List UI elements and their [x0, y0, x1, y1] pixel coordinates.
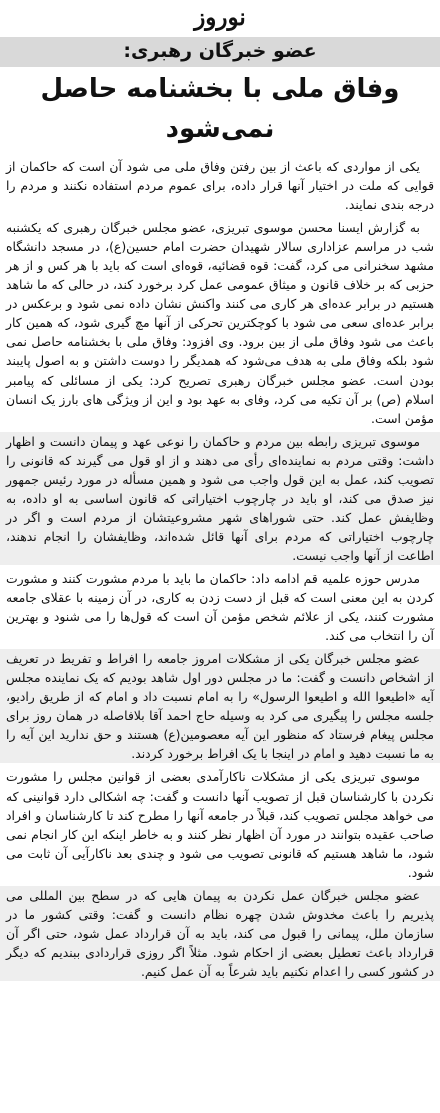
article-paragraph: موسوی تبریزی رابطه بین مردم و حاکمان را نوعی عهد و پیمان دانست و اظهار داشت: وقتی مردم به نماینده‌ای رأی می دهند و از او قول می گیرند که قانونی را تصویب کند، عمل به این قول واجب می شود و همین مسأله در مورد رئیس جمهور نیز صدق می کند، او باید در چارچوب اختیاراتی که قانون اساسی به او داده، به وظایفش عمل کند. حتی شوراهای شهر مشروعیتشان از مردم است و اگر در چارچوب اختیاراتی که مردم برای آنها قائل شده‌اند، وظایفشان را انجام ندهند، اطاعت از آنها واجب نیست.: [0, 432, 440, 565]
article-body: [6, 157, 434, 981]
headline: وفاق ملی با بخشنامه حاصل نمی‌شود: [40, 74, 400, 144]
article-paragraph: عضو مجلس خبرگان عمل نکردن به پیمان هایی که در سطح بین المللی می پذیریم را باعث مخدوش شدن چهره نظام دانست و گفت: وقتی کشور ما در سازمان ملل، پیمانی را قبول می کند، باید به آن قرارداد عمل شود، حتی اگر آن قرارداد باعث تعطیل بعضی از احکام شود. مثلاً اگر روزی قراردادی ببندیم که دیگر در کشور کسی را اعدام نکنیم باید شرعاً به آن عمل کنیم.: [0, 886, 440, 981]
kicker-bar: [0, 37, 440, 67]
kicker: عضو خبرگان رهبری:: [123, 40, 317, 62]
article-paragraph: عضو مجلس خبرگان یکی از مشکلات امروز جامعه را افراط و تفریط در تعریف از اشخاص دانست و گفت: ما در مجلس دور اول شاهد بودیم که یک نماینده مجلس آیه «اطیعوا الله و اطیعوا الرسول» را به امام نسبت داد و امام که از طریق رادیو، جلسه مجلس را پیگیری می کرد به وسیله حاج احمد آقا بلافاصله در همان روز برای مجلس پیغام فرستاد که منظور این آیه معصومین(ع) هستند و حق ندارید این آیه را به ما نسبت دهید و امام در اینجا با یک افراط برخورد کردند.: [0, 649, 440, 763]
article-paragraph: به گزارش ایسنا محسن موسوی تبریزی، عضو مجلس خبرگان رهبری که یکشنبه شب در مراسم عزاداری سالار شهیدان حضرت امام حسین(ع)، در مسجد دانشگاه مشهد سخنرانی می کرد، گفت: قوه قضائیه، قوه‌ای است که باید با هر کس و از هر حزبی که بر خلاف قانون و میثاق عمومی عمل کرد برخورد کند، در حالی که ما شاهد هستیم در برابر عده‌ای هر کاری می کنند واکنش نشان داده نمی شود و برعکس در برابر عده‌ای سعی می شود با کوچکترین تحرکی از آنها مچ گیری شود، که همین کار باعث می شود وفاق ملی از بین برود. وی افزود: وفاق ملی با بخشنامه حاصل نمی شود بلکه وفاق ملی به هدف می‌شود که همدیگر را دوست داشتن و به اصول پایبند بودن است. عضو مجلس خبرگان رهبری تصریح کرد: یکی از مسائلی که پیامبر اسلام (ص) بر آن تکیه می کرد، وفای به عهد بود و این از ویژگی های بارز یک انسان مؤمن است.: [6, 220, 434, 426]
article-paragraph: یکی از مواردی که باعث از بین رفتن وفاق ملی می شود آن است که حاکمان از قوایی که ملت در اختیار آنها قرار داده، برای عموم مردم استفاده نکنند و مردم را درجه بندی نمایند.: [6, 159, 434, 213]
article-paragraph: موسوی تبریزی یکی از مشکلات ناکارآمدی بعضی از قوانین مجلس را مشورت نکردن با کارشناسان قبل از تصویب آنها دانست و گفت: چه اشکالی دارد قوانینی که می خواهد مجلس تصویب کند، قبلاً در جامعه آنها را مطرح کند تا کارشناسان و افراد صاحب عقیده بتوانند در مورد آن اظهار نظر کنند و به خاطر اینکه این کار انجام نمی شود، ما شاهد هستیم که قانونی تصویب می شود و چندی بعد ناکارآیی آن ثابت می شود.: [6, 769, 434, 880]
article-paragraph: مدرس حوزه علمیه قم ادامه داد: حاکمان ما باید با مردم مشورت کنند و مشورت کردن به این معنی است که قبل از دست زدن به کاری، در آن زمینه با عقلای جامعه مشورت کنند، یکی از علائم شخص مؤمن آن است که قول‌ها را می شنود و بهترین آن را انتخاب می کند.: [6, 570, 434, 644]
section-title: نوروز: [194, 4, 246, 31]
